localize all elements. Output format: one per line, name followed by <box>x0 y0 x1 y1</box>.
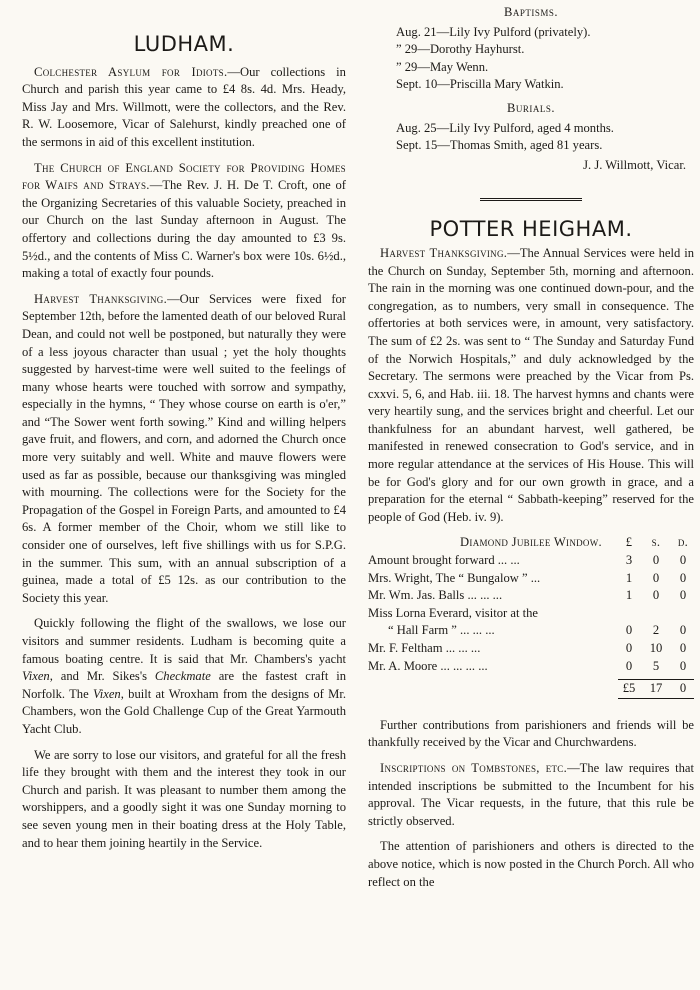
potter-heigham-title: POTTER HEIGHAM. <box>429 217 633 242</box>
fund-donor: “ Hall Farm ” ... ... ... <box>388 623 495 638</box>
fund-pence: 0 <box>679 623 687 638</box>
baptism-text: —Lily Ivy Pulford (privately). <box>436 24 591 39</box>
fund-table <box>368 552 694 699</box>
fund-title: Diamond Jubilee Window. <box>460 535 602 550</box>
burial-entry <box>368 120 694 138</box>
fund-row <box>368 658 694 676</box>
baptism-entry <box>368 41 694 59</box>
colchester-heading: Colchester Asylum for Idiots. <box>34 64 228 79</box>
waifs-text: —The Rev. J. H. De T. Croft, one of the Organizing Secretaries of this valuable Society, preached in our Church on the last Sunday afternoon in August. The offertory and collections during the day amounted to £3 9s. 5½d., and the contents of Miss C. Warner's box were 10s. 6½d., making a total of exactly four pounds. <box>22 178 346 281</box>
fund-total <box>618 679 694 699</box>
boating-text-a: Quickly following the flight of the swallows, we lose our visitors and summer residents. Ludham is becoming quite a famous boating centre. It is said that Mr. Chambers's yacht <box>22 616 346 666</box>
inscriptions-paragraph <box>368 760 694 830</box>
fund-pounds: 0 <box>625 641 633 655</box>
ludham-harvest-text: —Our Services were fixed for September 12th, before the lamented death of our beloved Rural Dean, and could not well be postponed, but naturally they were of a less joyous character than usual ; yet the holy thoughts suggested by harvest-time were well suited to the feelings of many whose hearts were touched with sorrow and sympathy, especially in the hymns, “ They whose course on earth is o'er,” and “The Sower went forth sowing.” Kind and willing helpers gave fruit, and flowers, and corn, and adorned the Church once more very suitably and well. White and mauve flowers were used as far as possible, because our thanksgiving was mingled with mourning. The collections were for the Society for the Propagation of the Gospel in Foreign Parts, and amounted to £4 6s. A former member of the Choir, whom we still like to consider one of ourselves, left five shillings with us for S.P.G. in the summer. This sum, with an annual subscription of a guinea, made a total of £5 12s. as our contribution to the Society this year. <box>22 291 347 605</box>
burial-text: —Thomas Smith, aged 81 years. <box>437 138 603 153</box>
potter-harvest-text: —The Annual Services were held in the Church on Sunday, September 5th, morning and afternoon. The rain in the morning was one continued down-pour, and the congregation, as to numbers, very small in consequence. The offertories at both services were, in amount, very satisfactory. The sum of £2 2s. was sent to “ The Sunday and Saturday Fund of the Norwich Hospitals,” and duly acknowledged by the Secretary. The sermons were preached by the Vicar from Ps. cxxvi. 5, 6, and Hab. iii. 18. The harvest hymns and chants were very heartily sung, and the services bright and cheerful. Let our thankfulness for an abundant harvest, well gathered, be manifested in renewed consecration to God's service, and in more regular attendance at the services of His House. This will be for God's glory and for our own growth in grace, and a preparation for the eternal “ Sabbath-keeping” reserved for the people of God (Heb. iv. 9). <box>368 245 695 524</box>
pounds-header: £ <box>625 535 633 550</box>
baptism-entry <box>368 76 694 94</box>
total-pounds: £5 <box>622 681 636 696</box>
fund-donor: Miss Lorna Everard, visitor at the <box>368 605 538 620</box>
ludham-harvest-heading: Harvest Thanksgiving. <box>34 291 168 306</box>
fund-shillings: 2 <box>652 623 660 638</box>
total-shillings: 17 <box>649 681 663 696</box>
left-column <box>22 0 346 852</box>
visitors-paragraph: We are sorry to lose our visitors, and grateful for all the fresh life they brought with them and the interest they took in our Church and parish. It was pleasant to number them among the worshippers, and a goodly sight it was one Sunday morning to see seven young men in their boating dress at the Holy Table, and to hear them joining heartily in the Service. <box>22 747 346 850</box>
fund-pence: 0 <box>679 658 687 673</box>
fund-amount <box>618 587 694 605</box>
baptisms-list <box>368 24 694 94</box>
baptism-entry <box>368 59 694 77</box>
vicar-signature: J. J. Willmott, Vicar. <box>583 157 686 172</box>
attention-paragraph: The attention of parishioners and others is directed to the above notice, which is now posted in the Church Porch. All who reflect on the <box>368 839 694 889</box>
further-contributions-paragraph: Further contributions from parishioners and friends will be thankfully received by the Vicar and Churchwardens. <box>368 717 694 750</box>
fund-pounds: 3 <box>625 553 633 568</box>
fund-pence: 0 <box>679 553 687 568</box>
ludham-harvest-paragraph <box>22 291 346 608</box>
fund-row <box>368 640 694 658</box>
fund-donor: Amount brought forward ... ... <box>368 553 520 568</box>
fund-donor: Mr. Wm. Jas. Balls ... ... ... <box>368 588 503 603</box>
burial-date: Aug. 25 <box>396 120 437 135</box>
baptism-date: ” 29 <box>396 59 418 74</box>
baptism-date: Aug. 21 <box>396 24 437 39</box>
fund-amount <box>618 658 694 676</box>
burial-entry <box>368 137 694 155</box>
burials-title: Burials. <box>506 100 556 115</box>
fund-pounds: 0 <box>625 623 633 638</box>
inscriptions-heading: Inscriptions on Tombstones, etc. <box>380 760 568 775</box>
shillings-header: s. <box>651 535 661 550</box>
baptism-date: Sept. 10 <box>396 77 438 92</box>
boating-text-d: , built at Wroxham from the designs of Mr. Chambers, won the Gold Challenge Cup of the Great Yarmouth Yacht Club. <box>22 686 347 736</box>
ludham-title: LUDHAM. <box>133 32 235 56</box>
baptism-text: —May Wenn. <box>417 59 489 74</box>
fund-pence: 0 <box>679 570 687 585</box>
yacht-name-vixen-2: Vixen <box>92 686 121 701</box>
yacht-name-vixen: Vixen <box>22 669 50 684</box>
fund-pence: 0 <box>679 641 687 655</box>
fund-amount <box>618 640 694 658</box>
boating-text-b: , and Mr. Sikes's <box>49 669 155 684</box>
boating-paragraph <box>22 615 346 738</box>
burials-list <box>368 120 694 155</box>
fund-shillings: 0 <box>652 570 660 585</box>
fund-row <box>368 552 694 570</box>
fund-pounds: 1 <box>625 588 633 603</box>
fund-amount <box>618 570 694 588</box>
spacer <box>368 699 694 717</box>
baptism-text: —Priscilla Mary Watkin. <box>437 77 564 92</box>
fund-donor: Mr. A. Moore ... ... ... ... <box>368 658 488 673</box>
right-column <box>368 0 694 891</box>
section-divider <box>480 198 582 201</box>
fund-donor: Mrs. Wright, The “ Bungalow ” ... <box>368 570 541 585</box>
fund-shillings: 5 <box>652 658 660 673</box>
fund-amount <box>618 622 694 640</box>
fund-shillings: 10 <box>649 641 663 655</box>
colchester-paragraph <box>22 64 346 152</box>
boating-text-c: are the fastest craft in Norfolk. The <box>22 669 346 701</box>
waifs-heading: The Church of England Society for Providing Homes for Waifs and Strays. <box>22 160 346 193</box>
yacht-name-checkmate: Checkmate <box>154 669 211 684</box>
fund-total-amount <box>618 680 694 698</box>
potter-harvest-heading: Harvest Thanksgiving. <box>380 245 508 260</box>
waifs-paragraph <box>22 160 346 283</box>
potter-harvest-paragraph <box>368 245 694 527</box>
fund-pounds: 0 <box>625 658 633 673</box>
total-pence: 0 <box>679 681 687 696</box>
inscriptions-text: —The law requires that intended inscriptions be submitted to the Incumbent for his approval. The Vicar requests, in the future, that this rule be strictly observed. <box>368 760 695 828</box>
baptisms-title: Baptisms. <box>503 5 559 19</box>
burial-text: —Lily Ivy Pulford, aged 4 months. <box>436 120 614 135</box>
fund-row <box>368 605 694 623</box>
fund-row <box>368 622 694 640</box>
fund-pounds: 1 <box>625 570 633 585</box>
fund-amount <box>618 552 694 570</box>
baptism-date: ” 29 <box>396 42 418 57</box>
burial-date: Sept. 15 <box>396 138 438 153</box>
fund-shillings: 0 <box>652 588 660 603</box>
fund-pence: 0 <box>679 588 687 603</box>
colchester-text: —Our collections in Church and parish this year came to £4 8s. 4d. Mrs. Heady, Miss Jay and Mrs. Willmott, were the collectors, and the Rev. R. W. Loosemore, Vicar of Salehurst, kindly preached one of the sermons in aid of this excellent institution. <box>22 64 346 149</box>
fund-row <box>368 570 694 588</box>
fund-column-headers <box>618 534 694 552</box>
pence-header: d. <box>677 535 689 550</box>
baptism-text: —Dorothy Hayhurst. <box>417 42 525 57</box>
baptism-entry <box>368 24 694 42</box>
fund-shillings: 0 <box>652 553 660 568</box>
fund-row <box>368 587 694 605</box>
fund-title-row <box>368 534 694 552</box>
fund-donor: Mr. F. Feltham ... ... ... <box>368 641 481 655</box>
